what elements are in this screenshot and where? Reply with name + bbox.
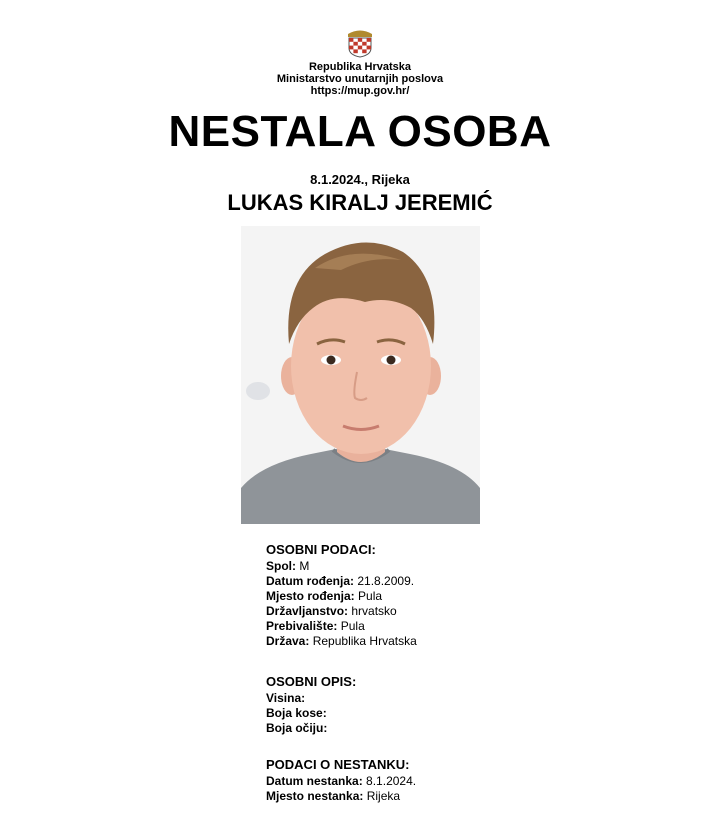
row-value: Pula	[340, 619, 365, 633]
row-label: Boja kose:	[266, 706, 327, 720]
row-value: Republika Hrvatska	[312, 634, 417, 648]
row-label: Visina:	[266, 691, 306, 705]
personal-data-row	[266, 574, 666, 589]
personal-data-title: OSOBNI PODACI:	[266, 542, 376, 557]
description-row	[266, 691, 666, 706]
header-ministry: Ministarstvo unutarnjih poslova	[276, 73, 444, 85]
personal-data-row	[266, 634, 666, 649]
row-label: Mjesto nestanka:	[266, 789, 364, 803]
croatian-coat-of-arms-icon	[347, 28, 373, 58]
row-label: Prebivalište:	[266, 619, 338, 633]
description-title: OSOBNI OPIS:	[266, 674, 357, 689]
person-name: LUKAS KIRALJ JEREMIĆ	[227, 190, 493, 215]
description-row	[266, 721, 666, 736]
row-label: Državljanstvo:	[266, 604, 349, 618]
row-value: M	[299, 559, 310, 573]
row-value: Pula	[358, 589, 383, 603]
description-section	[266, 673, 666, 736]
row-label: Datum rođenja:	[266, 574, 355, 588]
disappearance-row	[266, 774, 666, 789]
person-photo	[241, 226, 480, 524]
row-label: Mjesto rođenja:	[266, 589, 355, 603]
disappearance-section	[266, 756, 666, 804]
row-value: Rijeka	[366, 789, 401, 803]
row-label: Spol:	[266, 559, 296, 573]
header-country: Republika Hrvatska	[308, 61, 412, 73]
personal-data-section	[266, 541, 666, 649]
disappearance-title: PODACI O NESTANKU:	[266, 757, 410, 772]
header-url: https://mup.gov.hr/	[310, 85, 410, 97]
row-label: Datum nestanka:	[266, 774, 363, 788]
page-title: NESTALA OSOBA	[168, 107, 552, 156]
personal-data-row	[266, 559, 666, 574]
personal-data-row	[266, 589, 666, 604]
personal-data-row	[266, 604, 666, 619]
row-value: 21.8.2009.	[357, 574, 415, 588]
personal-data-row	[266, 619, 666, 634]
document-header	[0, 28, 720, 97]
date-place: 8.1.2024., Rijeka	[310, 172, 410, 187]
row-value: 8.1.2024.	[366, 774, 417, 788]
row-label: Država:	[266, 634, 310, 648]
row-value: hrvatsko	[351, 604, 397, 618]
row-label: Boja očiju:	[266, 721, 328, 735]
description-row	[266, 706, 666, 721]
disappearance-row	[266, 789, 666, 804]
